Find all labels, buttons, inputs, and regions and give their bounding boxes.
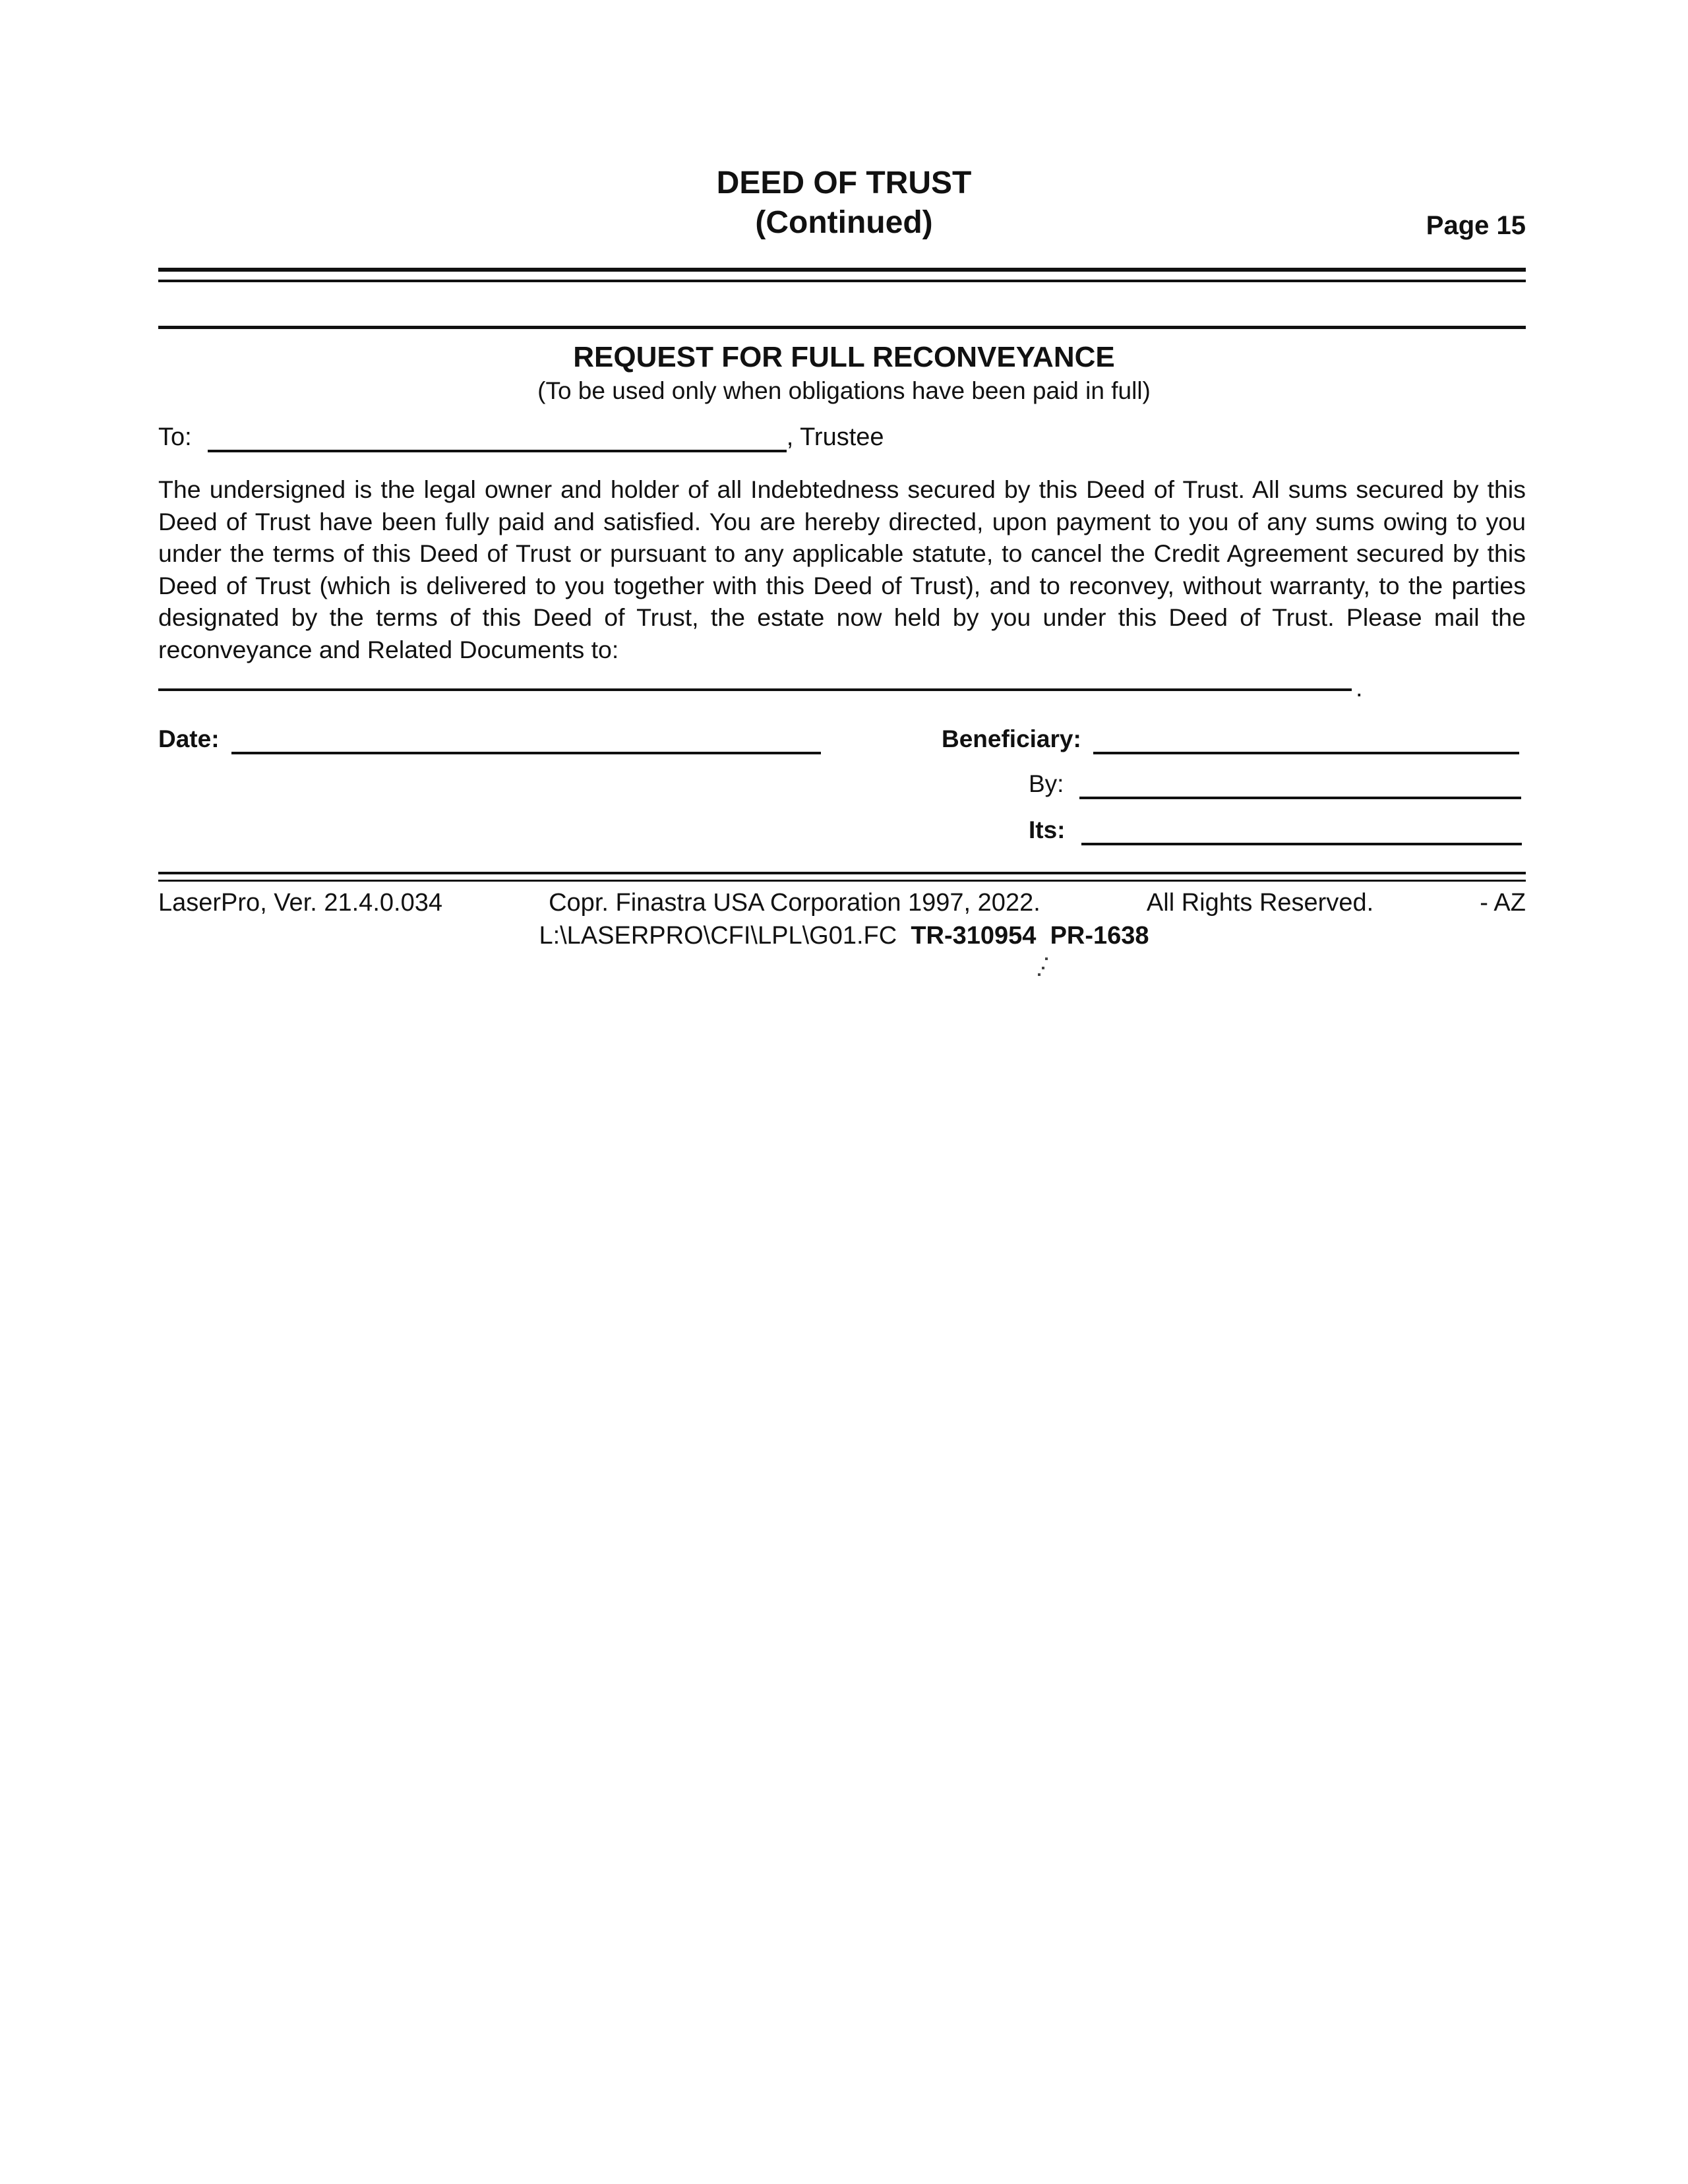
pr-code: PR-1638 (1050, 922, 1149, 950)
file-path: L:\LASERPRO\CFI\LPL\G01.FC (539, 922, 897, 950)
reconveyance-body: The undersigned is the legal owner and holder of all Indebtedness secured by this Deed of Trust. All sums secured by this Deed of Trust have been fully paid and satisfied. You are hereby directed, upon payment to you of any sums owing to you under the terms of this Deed of Trust or pursuant to any applicable statute, to cancel the Credit Agreement secured by this Deed of Trust (which is delivered to you together with this Deed of Trust), and to reconvey, without warranty, to the parties designated by the terms of this Deed of Trust, the estate now held by you under this Deed of Trust. Please mail the reconveyance and Related Documents to: (158, 475, 1526, 663)
its-field[interactable] (1081, 819, 1522, 845)
scan-speck (1045, 957, 1048, 960)
trustee-suffix: , Trustee (786, 423, 884, 451)
its-row (1029, 815, 1522, 845)
section-subtitle: (To be used only when obligations have been paid in full) (537, 377, 1151, 404)
page-number: Page 15 (1426, 211, 1526, 240)
trustee-name-field[interactable] (208, 426, 787, 452)
header-rule-top (158, 268, 1526, 272)
footer-rule-bottom (158, 880, 1526, 882)
document-title: DEED OF TRUST (716, 166, 972, 200)
trustee-line (158, 422, 884, 452)
to-label: To: (158, 423, 192, 451)
date-row (158, 724, 821, 754)
beneficiary-field[interactable] (1093, 728, 1519, 754)
mail-to-field[interactable] (158, 688, 1352, 691)
copyright: Copr. Finastra USA Corporation 1997, 2022. (549, 889, 1040, 917)
footer-line-2 (0, 921, 1688, 951)
date-field[interactable] (231, 728, 821, 754)
section-rule (158, 326, 1526, 329)
by-row (1029, 769, 1521, 799)
beneficiary-label: Beneficiary: (942, 725, 1081, 752)
mail-to-period: . (1356, 675, 1363, 702)
document-subtitle: (Continued) (755, 205, 933, 240)
tr-code: TR-310954 (911, 922, 1037, 950)
header-rule-bottom (158, 280, 1526, 282)
software-version: LaserPro, Ver. 21.4.0.034 (158, 889, 442, 917)
scan-speck (1038, 973, 1040, 976)
beneficiary-row (942, 724, 1519, 754)
by-label: By: (1029, 770, 1064, 797)
footer-line-1 (158, 888, 1526, 918)
footer-rule-top (158, 872, 1526, 874)
by-field[interactable] (1079, 773, 1521, 799)
scan-speck (1042, 967, 1044, 969)
date-label: Date: (158, 725, 220, 752)
state-code: - AZ (1480, 889, 1526, 917)
rights-reserved: All Rights Reserved. (1146, 889, 1374, 917)
its-label: Its: (1029, 816, 1066, 843)
section-title: REQUEST FOR FULL RECONVEYANCE (573, 341, 1115, 373)
